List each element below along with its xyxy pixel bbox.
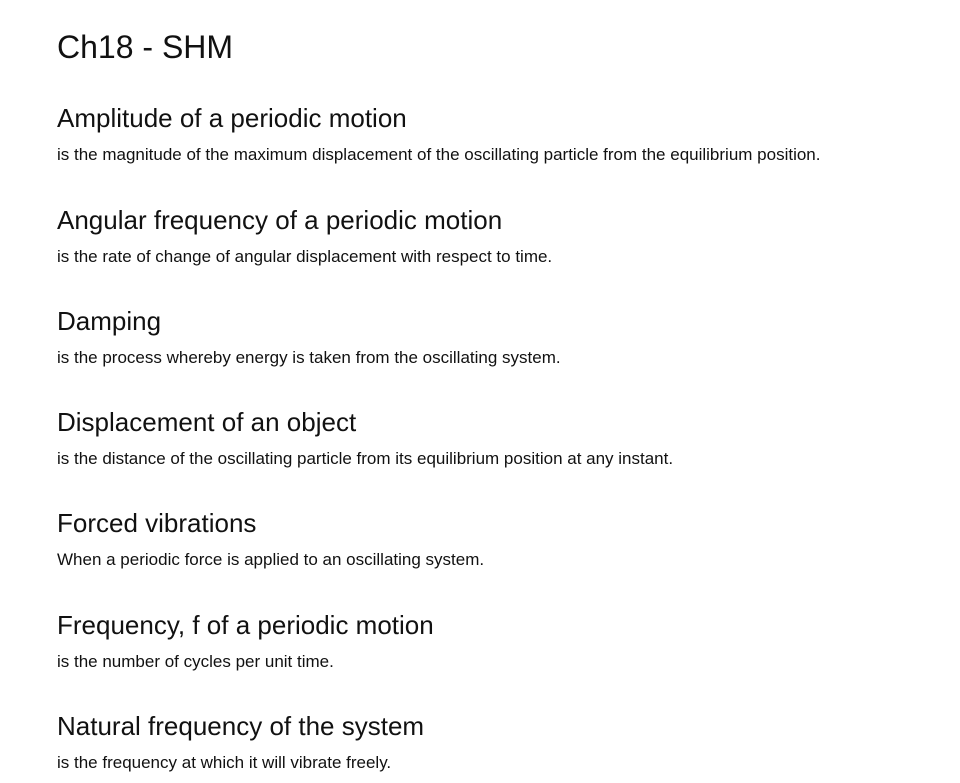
glossary-entry-forced-vibrations <box>57 508 484 570</box>
term-definition: is the frequency at which it will vibrate freely. <box>57 753 392 772</box>
term-heading: Amplitude of a periodic motion <box>57 103 407 133</box>
term-heading: Angular frequency of a periodic motion <box>57 205 503 235</box>
page-title: Ch18 - SHM <box>57 29 234 65</box>
term-definition: is the rate of change of angular displacement with respect to time. <box>57 247 553 266</box>
term-heading: Forced vibrations <box>57 508 257 538</box>
glossary-entry-natural-frequency <box>57 711 424 773</box>
term-heading: Displacement of an object <box>57 407 357 437</box>
term-definition: is the number of cycles per unit time. <box>57 652 334 671</box>
term-definition: is the distance of the oscillating particle from its equilibrium position at any instant. <box>57 449 674 468</box>
glossary-entry-frequency <box>57 610 434 672</box>
glossary-entry-amplitude <box>57 103 820 165</box>
glossary-entry-damping <box>57 306 561 368</box>
glossary-entry-angular-frequency <box>57 205 552 267</box>
term-definition: is the process whereby energy is taken from the oscillating system. <box>57 348 561 367</box>
glossary-entry-displacement <box>57 407 673 469</box>
term-definition: When a periodic force is applied to an oscillating system. <box>57 550 485 569</box>
term-heading: Frequency, f of a periodic motion <box>57 610 434 640</box>
term-heading: Natural frequency of the system <box>57 711 425 741</box>
term-heading: Damping <box>57 306 162 336</box>
term-definition: is the magnitude of the maximum displacement of the oscillating particle from the equilibrium position. <box>57 145 821 164</box>
